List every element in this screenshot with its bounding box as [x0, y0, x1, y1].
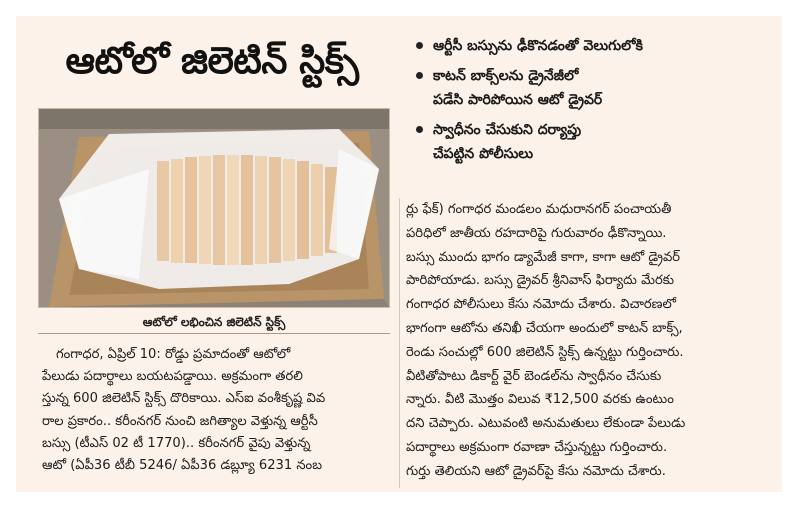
bullet-item — [416, 64, 776, 112]
gelatin-sticks-photo — [38, 108, 390, 308]
bullet-line: కాటన్ బాక్స్‌లను డ్రైనేజీలో — [433, 68, 579, 84]
article-right-column — [406, 198, 772, 484]
bullet-line: స్వాధీనం చేసుకుని దర్యాప్తు — [433, 122, 582, 138]
article-line: ర్లు ఫేక్) గంగాధర మండలం మధురానగర్ పంచాయతీ — [406, 202, 672, 217]
bullet-line: ఆర్టీసీ బస్సును ఢీకొనడంతో వెలుగులోకి — [433, 38, 643, 54]
box-of-sticks-image — [39, 109, 390, 308]
bullet-line: పడేసి పారిపోయిన ఆటో డ్రైవర్ — [433, 92, 603, 108]
bullet-dot-icon — [416, 72, 423, 79]
article-line: దని చెప్పారు. ఎటువంటి అనుమతులు లేకుండా పేలుడు — [406, 416, 686, 432]
photo-caption: ఆటోలో లభించిన జిలెటిన్ స్టిక్స్ — [38, 311, 390, 334]
article-line: రెండు సంచుల్లో 600 జిలెటిన్ స్టిక్స్ ఉన్నట్టు గుర్తించారు. — [406, 344, 684, 360]
column-divider — [399, 198, 400, 488]
article-line: పదార్థాలు అక్రమంగా రవాణా చేస్తున్నట్టు గుర్తించారు. — [406, 439, 668, 455]
article-line: గంగాధర, ఏప్రిల్ 10: రోడ్డు ప్రమాదంతో ఆటోలో — [56, 347, 291, 362]
article-line: వీటితోపాటు డికార్ట్ వైర్ బెండల్‌ను స్వాధీనం చేసుకు — [406, 368, 662, 384]
article-line: ఆటో (ఏపీ36 టీబీ 5246/ ఏపీ36 డబ్ల్యూ 6231 నంబ — [42, 458, 323, 474]
article-line: గంగాధర పోలీసులు కేసు నమోదు చేశారు. విచారణలో — [406, 297, 676, 313]
article-line: స్తున్న 600 జిలెటిన్ స్టిక్స్ దొరికాయి. ఎస్‌ఐ వంశీకృష్ణ వివ — [42, 391, 326, 407]
bullet-line: చేపట్టిన పోలీసులు — [433, 146, 534, 162]
article-line: గుర్తు తెలియని ఆటో డ్రైవర్‌పై కేసు నమోదు చేశారు. — [406, 463, 666, 479]
newspaper-clipping — [16, 16, 782, 492]
article-left-column — [42, 344, 394, 477]
bullet-dot-icon — [416, 126, 423, 133]
article-line: న్నారు. వీటి మొత్తం విలువ ₹12,500 వరకు ఉంటుం — [406, 392, 674, 408]
article-line: భాగంగా ఆటోను తనిఖీ చేయగా అందులో కాటన్ బాక్స్, — [406, 320, 683, 336]
article-line: రాల ప్రకారం.. కరీంనగర్ నుంచి జగిత్యాల వెళ్తున్న ఆర్టీసీ — [42, 413, 318, 429]
article-line: పేలుడు పదార్థాలు బయటపడ్డాయి. అక్రమంగా తరలి — [42, 369, 303, 385]
bullet-dot-icon — [416, 42, 423, 49]
bullet-item — [416, 34, 776, 58]
article-line: బస్సు (టీఎస్ 02 టీ 1770).. కరీంనగర్ వైపు వెళ్తున్న — [42, 435, 311, 451]
highlight-bullets — [416, 34, 776, 172]
article-line: పరిధిలో జాతీయ రహదారిపై గురువారం ఢీకొన్నాయి. — [406, 225, 667, 241]
article-line: పారిపోయాడు. బస్సు డ్రైవర్ శ్రీనివాస్ ఫిర్యాదు మేరకు — [406, 273, 675, 289]
bullet-item — [416, 118, 776, 166]
article-line: బస్సు ముందు భాగం డ్యామేజీ కాగా, కాగా ఆటో డ్రైవర్ — [406, 249, 681, 265]
headline-box — [28, 26, 396, 104]
headline: ఆటోలో జిలెటిన్ స్టిక్స్ — [65, 39, 359, 82]
